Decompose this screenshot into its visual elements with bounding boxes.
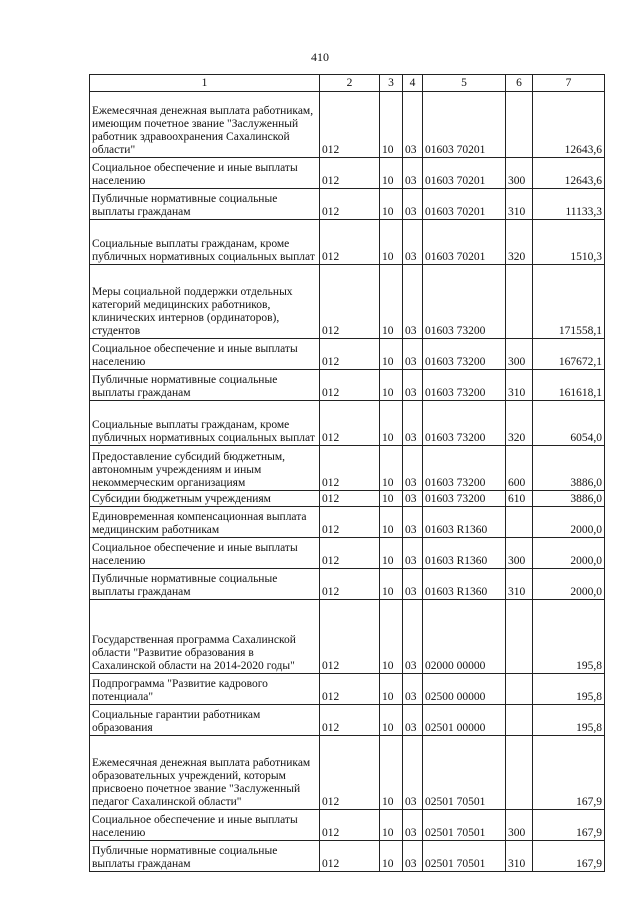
row-subsection-code: 03 xyxy=(403,220,423,265)
row-subsection-code: 03 xyxy=(403,569,423,600)
table-row xyxy=(90,370,605,401)
row-ministry-code: 012 xyxy=(320,401,380,446)
row-description: Публичные нормативные социальные выплаты гражданам xyxy=(90,370,320,401)
row-section-code: 10 xyxy=(380,220,403,265)
row-section-code: 10 xyxy=(380,600,403,674)
row-section-code: 10 xyxy=(380,538,403,569)
row-description: Единовременная компенсационная выплата медицинским работникам xyxy=(90,507,320,538)
row-section-code: 10 xyxy=(380,401,403,446)
row-subsection-code: 03 xyxy=(403,736,423,810)
table-row xyxy=(90,507,605,538)
header-col-3: 3 xyxy=(380,75,403,92)
header-col-6: 6 xyxy=(506,75,533,92)
row-section-code: 10 xyxy=(380,810,403,841)
row-description: Социальное обеспечение и иные выплаты населению xyxy=(90,339,320,370)
row-description: Социальные выплаты гражданам, кроме публичных нормативных социальных выплат xyxy=(90,401,320,446)
row-amount: 161618,1 xyxy=(533,370,605,401)
row-description: Социальные гарантии работникам образования xyxy=(90,705,320,736)
row-target-article: 01603 70201 xyxy=(423,158,506,189)
row-amount: 11133,3 xyxy=(533,189,605,220)
row-description: Меры социальной поддержки отдельных категорий медицинских работников, клинических интернов (ординаторов), студентов xyxy=(90,265,320,339)
row-expense-type: 300 xyxy=(506,158,533,189)
row-ministry-code: 012 xyxy=(320,265,380,339)
row-expense-type xyxy=(506,600,533,674)
row-target-article: 01603 73200 xyxy=(423,339,506,370)
row-amount: 167,9 xyxy=(533,810,605,841)
row-ministry-code: 012 xyxy=(320,491,380,507)
row-target-article: 02000 00000 xyxy=(423,600,506,674)
row-expense-type xyxy=(506,507,533,538)
row-subsection-code: 03 xyxy=(403,538,423,569)
row-amount: 171558,1 xyxy=(533,265,605,339)
table-row xyxy=(90,810,605,841)
row-target-article: 01603 73200 xyxy=(423,370,506,401)
table-body xyxy=(90,92,605,872)
row-expense-type xyxy=(506,92,533,158)
row-expense-type xyxy=(506,265,533,339)
row-description: Ежемесячная денежная выплата работникам образовательных учреждений, которым присвоено почетное звание "Заслуженный педагог Сахалинской области" xyxy=(90,736,320,810)
row-subsection-code: 03 xyxy=(403,507,423,538)
row-section-code: 10 xyxy=(380,705,403,736)
row-description: Публичные нормативные социальные выплаты гражданам xyxy=(90,569,320,600)
row-subsection-code: 03 xyxy=(403,841,423,872)
page-number: 410 xyxy=(311,50,329,64)
row-amount: 195,8 xyxy=(533,600,605,674)
row-description: Публичные нормативные социальные выплаты гражданам xyxy=(90,189,320,220)
row-description: Социальные выплаты гражданам, кроме публичных нормативных социальных выплат xyxy=(90,220,320,265)
table-row xyxy=(90,446,605,491)
row-description: Социальное обеспечение и иные выплаты населению xyxy=(90,810,320,841)
table-row xyxy=(90,841,605,872)
row-amount: 3886,0 xyxy=(533,491,605,507)
row-expense-type: 310 xyxy=(506,841,533,872)
row-subsection-code: 03 xyxy=(403,705,423,736)
row-section-code: 10 xyxy=(380,507,403,538)
row-ministry-code: 012 xyxy=(320,220,380,265)
table-row xyxy=(90,339,605,370)
table-row xyxy=(90,491,605,507)
row-ministry-code: 012 xyxy=(320,841,380,872)
table-row xyxy=(90,736,605,810)
row-section-code: 10 xyxy=(380,189,403,220)
row-expense-type xyxy=(506,674,533,705)
row-ministry-code: 012 xyxy=(320,339,380,370)
row-subsection-code: 03 xyxy=(403,370,423,401)
row-expense-type: 300 xyxy=(506,538,533,569)
row-subsection-code: 03 xyxy=(403,600,423,674)
row-section-code: 10 xyxy=(380,841,403,872)
row-expense-type: 300 xyxy=(506,810,533,841)
table-row xyxy=(90,569,605,600)
row-ministry-code: 012 xyxy=(320,705,380,736)
row-amount: 195,8 xyxy=(533,705,605,736)
header-col-1: 1 xyxy=(90,75,320,92)
row-ministry-code: 012 xyxy=(320,370,380,401)
row-expense-type: 610 xyxy=(506,491,533,507)
header-col-4: 4 xyxy=(403,75,423,92)
row-ministry-code: 012 xyxy=(320,810,380,841)
table-row xyxy=(90,600,605,674)
row-amount: 195,8 xyxy=(533,674,605,705)
header-col-5: 5 xyxy=(423,75,506,92)
row-section-code: 10 xyxy=(380,265,403,339)
row-subsection-code: 03 xyxy=(403,810,423,841)
row-expense-type: 320 xyxy=(506,220,533,265)
row-description: Субсидии бюджетным учреждениям xyxy=(90,491,320,507)
row-subsection-code: 03 xyxy=(403,491,423,507)
row-ministry-code: 012 xyxy=(320,92,380,158)
row-description: Государственная программа Сахалинской области "Развитие образования в Сахалинской области на 2014-2020 годы" xyxy=(90,600,320,674)
row-subsection-code: 03 xyxy=(403,401,423,446)
row-section-code: 10 xyxy=(380,370,403,401)
row-expense-type: 300 xyxy=(506,339,533,370)
row-description: Социальное обеспечение и иные выплаты населению xyxy=(90,538,320,569)
row-amount: 1510,3 xyxy=(533,220,605,265)
row-ministry-code: 012 xyxy=(320,600,380,674)
row-section-code: 10 xyxy=(380,158,403,189)
row-ministry-code: 012 xyxy=(320,538,380,569)
row-target-article: 01603 73200 xyxy=(423,401,506,446)
row-amount: 6054,0 xyxy=(533,401,605,446)
row-subsection-code: 03 xyxy=(403,92,423,158)
row-section-code: 10 xyxy=(380,674,403,705)
row-target-article: 02500 00000 xyxy=(423,674,506,705)
row-target-article: 01603 73200 xyxy=(423,491,506,507)
row-amount: 12643,6 xyxy=(533,92,605,158)
row-ministry-code: 012 xyxy=(320,674,380,705)
row-ministry-code: 012 xyxy=(320,569,380,600)
row-amount: 2000,0 xyxy=(533,507,605,538)
row-expense-type xyxy=(506,736,533,810)
row-subsection-code: 03 xyxy=(403,674,423,705)
row-target-article: 01603 73200 xyxy=(423,265,506,339)
row-description: Подпрограмма "Развитие кадрового потенциала" xyxy=(90,674,320,705)
row-ministry-code: 012 xyxy=(320,736,380,810)
row-description: Социальное обеспечение и иные выплаты населению xyxy=(90,158,320,189)
row-amount: 2000,0 xyxy=(533,569,605,600)
table-row xyxy=(90,674,605,705)
table-row xyxy=(90,401,605,446)
row-subsection-code: 03 xyxy=(403,189,423,220)
row-section-code: 10 xyxy=(380,446,403,491)
header-col-7: 7 xyxy=(533,75,605,92)
row-ministry-code: 012 xyxy=(320,158,380,189)
row-amount: 167,9 xyxy=(533,736,605,810)
row-ministry-code: 012 xyxy=(320,189,380,220)
row-target-article: 01603 70201 xyxy=(423,92,506,158)
row-section-code: 10 xyxy=(380,491,403,507)
row-target-article: 01603 73200 xyxy=(423,446,506,491)
table-row xyxy=(90,189,605,220)
row-target-article: 02501 70501 xyxy=(423,736,506,810)
budget-table xyxy=(89,74,605,872)
table-row xyxy=(90,705,605,736)
row-target-article: 02501 70501 xyxy=(423,810,506,841)
row-target-article: 01603 R1360 xyxy=(423,538,506,569)
table-row xyxy=(90,158,605,189)
header-row xyxy=(90,75,605,92)
row-expense-type: 310 xyxy=(506,569,533,600)
row-target-article: 02501 00000 xyxy=(423,705,506,736)
row-section-code: 10 xyxy=(380,339,403,370)
table-row xyxy=(90,92,605,158)
row-description: Предоставление субсидий бюджетным, автономным учреждениям и иным некоммерческим организациям xyxy=(90,446,320,491)
table-row xyxy=(90,220,605,265)
row-section-code: 10 xyxy=(380,736,403,810)
row-description: Ежемесячная денежная выплата работникам, имеющим почетное звание "Заслуженный работник здравоохранения Сахалинской области" xyxy=(90,92,320,158)
row-description: Публичные нормативные социальные выплаты гражданам xyxy=(90,841,320,872)
row-target-article: 01603 70201 xyxy=(423,189,506,220)
row-section-code: 10 xyxy=(380,569,403,600)
row-expense-type: 310 xyxy=(506,370,533,401)
row-expense-type: 600 xyxy=(506,446,533,491)
row-amount: 167,9 xyxy=(533,841,605,872)
row-ministry-code: 012 xyxy=(320,507,380,538)
row-amount: 167672,1 xyxy=(533,339,605,370)
row-section-code: 10 xyxy=(380,92,403,158)
row-amount: 2000,0 xyxy=(533,538,605,569)
row-ministry-code: 012 xyxy=(320,446,380,491)
row-expense-type xyxy=(506,705,533,736)
row-target-article: 02501 70501 xyxy=(423,841,506,872)
row-amount: 3886,0 xyxy=(533,446,605,491)
row-expense-type: 320 xyxy=(506,401,533,446)
row-target-article: 01603 70201 xyxy=(423,220,506,265)
row-expense-type: 310 xyxy=(506,189,533,220)
row-subsection-code: 03 xyxy=(403,265,423,339)
row-subsection-code: 03 xyxy=(403,339,423,370)
table-row xyxy=(90,265,605,339)
row-subsection-code: 03 xyxy=(403,446,423,491)
header-col-2: 2 xyxy=(320,75,380,92)
row-subsection-code: 03 xyxy=(403,158,423,189)
row-target-article: 01603 R1360 xyxy=(423,507,506,538)
row-amount: 12643,6 xyxy=(533,158,605,189)
row-target-article: 01603 R1360 xyxy=(423,569,506,600)
table-row xyxy=(90,538,605,569)
